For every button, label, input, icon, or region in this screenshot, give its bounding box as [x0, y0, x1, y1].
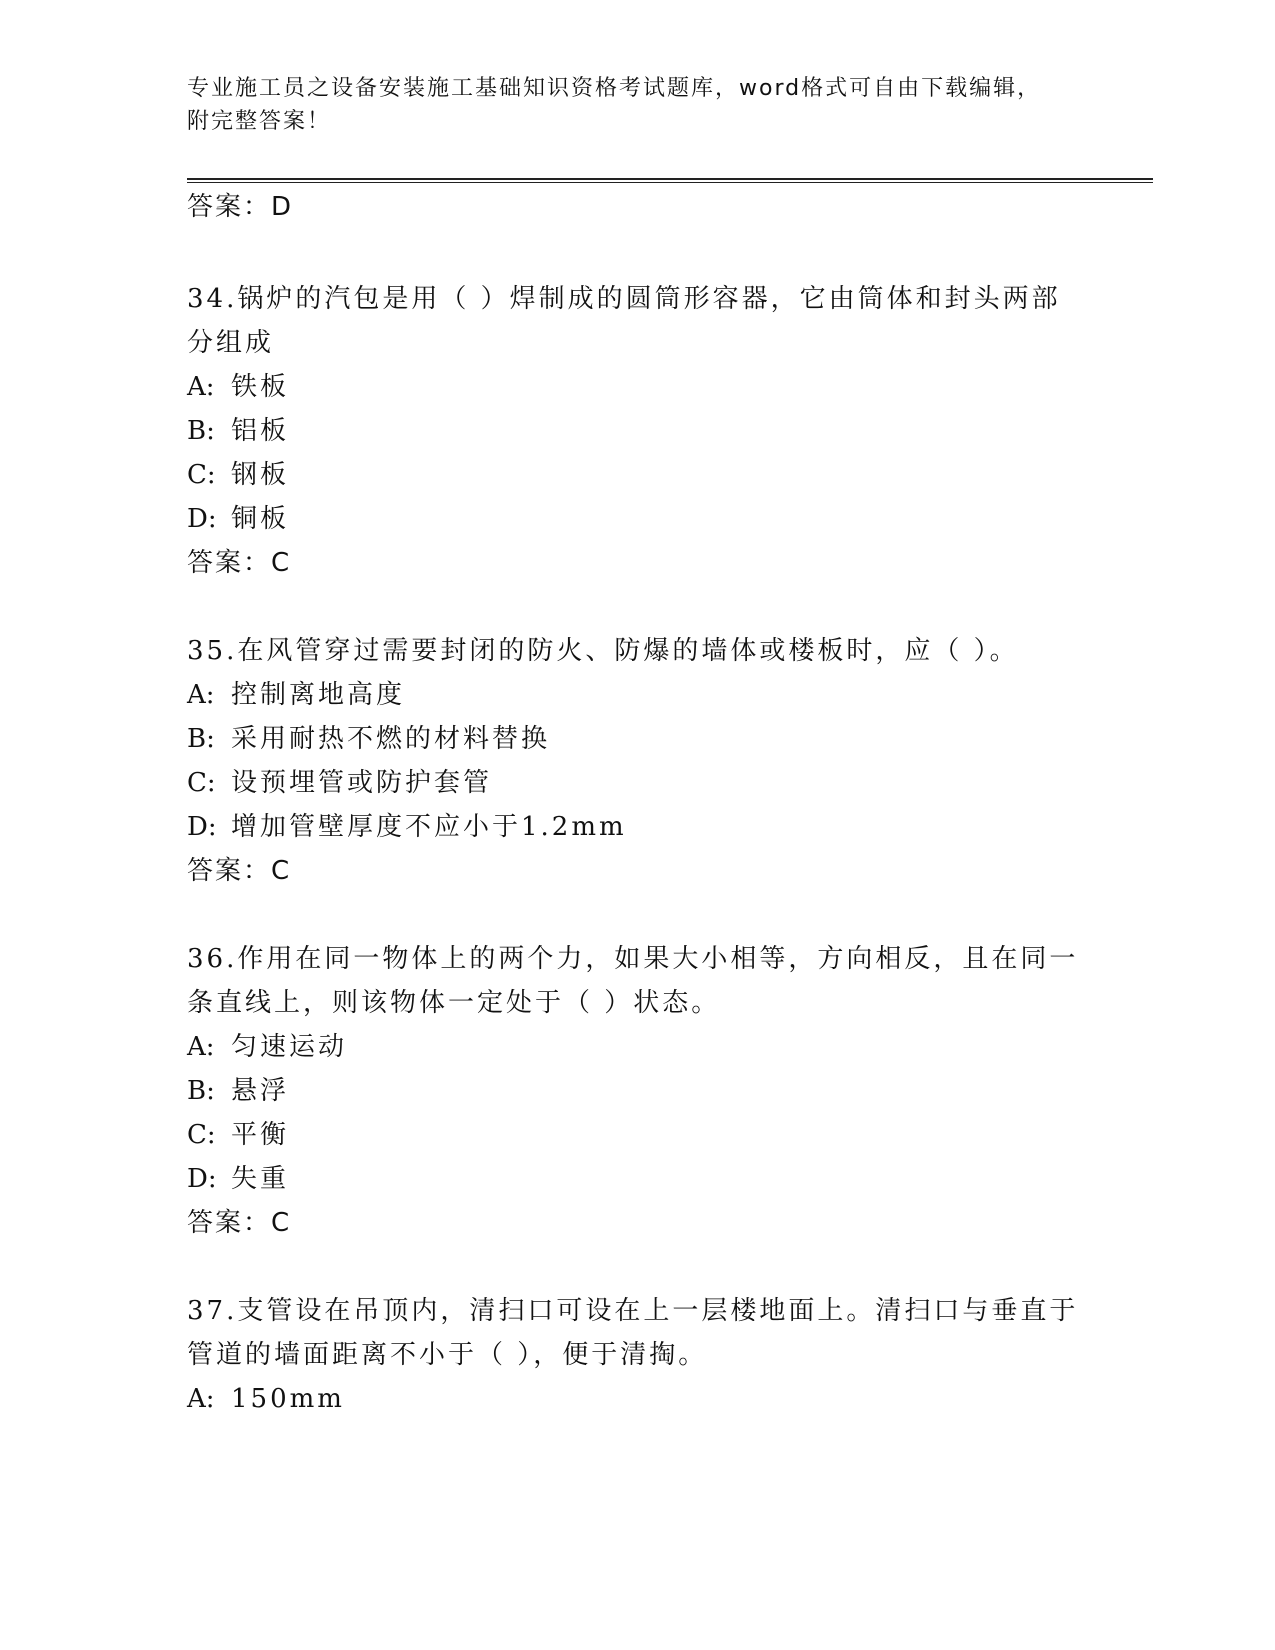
question-stem-36-cont: 条直线上，则该物体一定处于（ ）状态。 — [187, 988, 721, 1018]
option-35-b: B: 采用耐热不燃的材料替换 — [187, 724, 551, 754]
option-36-d: D: 失重 — [187, 1164, 290, 1194]
option-36-c: C: 平衡 — [187, 1120, 290, 1150]
option-37-a: A: 150mm — [187, 1384, 345, 1414]
header-divider — [187, 178, 1153, 183]
option-34-d: D: 铜板 — [187, 504, 290, 534]
question-stem-34-cont: 分组成 — [187, 328, 275, 358]
header-line-2: 附完整答案！ — [187, 109, 332, 134]
question-stem-37-cont: 管道的墙面距离不小于（ ），便于清掏。 — [187, 1340, 708, 1370]
question-stem-35: 35.在风管穿过需要封闭的防火、防爆的墙体或楼板时，应（ ）。 — [187, 636, 1019, 666]
option-35-c: C: 设预埋管或防护套管 — [187, 768, 493, 798]
document-header — [187, 72, 1067, 138]
option-35-d: D: 增加管壁厚度不应小于1.2mm — [187, 812, 627, 842]
option-34-a: A: 铁板 — [187, 372, 290, 402]
question-stem-36: 36.作用在同一物体上的两个力，如果大小相等，方向相反，且在同一 — [187, 944, 1079, 974]
header-line-1: 专业施工员之设备安装施工基础知识资格考试题库，word格式可自由下载编辑， — [187, 76, 1042, 101]
question-stem-37: 37.支管设在吊顶内，清扫口可设在上一层楼地面上。清扫口与垂直于 — [187, 1296, 1079, 1326]
question-stem-34: 34.锅炉的汽包是用（ ）焊制成的圆筒形容器，它由筒体和封头两部 — [187, 284, 1061, 314]
option-35-a: A: 控制离地高度 — [187, 680, 406, 710]
option-36-a: A: 匀速运动 — [187, 1032, 348, 1062]
option-36-b: B: 悬浮 — [187, 1076, 290, 1106]
option-34-c: C: 钢板 — [187, 460, 290, 490]
answer-34: 答案：C — [187, 548, 292, 578]
answer-35: 答案：C — [187, 856, 292, 886]
answer-line: 答案：D — [187, 192, 294, 222]
answer-36: 答案：C — [187, 1208, 292, 1238]
option-34-b: B: 铝板 — [187, 416, 290, 446]
